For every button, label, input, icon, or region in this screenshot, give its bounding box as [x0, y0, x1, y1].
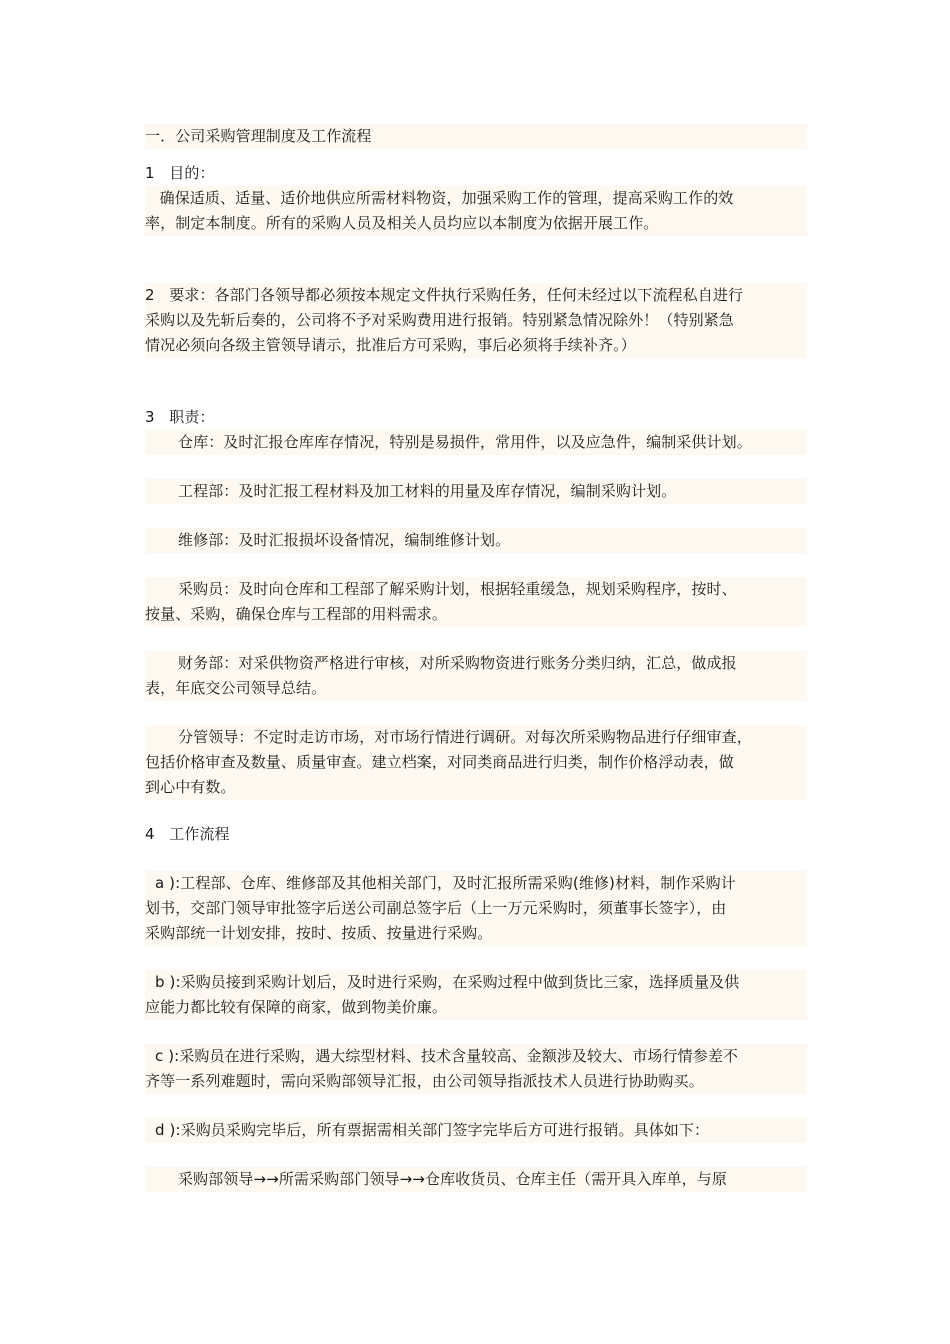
- section-2-line: 2 要求：各部门各领导都必须按本规定文件执行采购任务，任何未经过以下流程私自进行: [145, 283, 807, 308]
- duty-leader: 包括价格审查及数量、质量审查。建立档案，对同类商品进行归类，制作价格浮动表，做: [145, 750, 807, 775]
- section-2-line: 采购以及先斩后奏的，公司将不予对采购费用进行报销。特别紧急情况除外！（特别紧急: [145, 308, 807, 333]
- step-b: 应能力都比较有保障的商家，做到物美价廉。: [145, 995, 807, 1020]
- duty-buyer: 采购员：及时向仓库和工程部了解采购计划，根据轻重缓急，规划采购程序，按时、: [145, 577, 807, 602]
- document-title: 一．公司采购管理制度及工作流程: [145, 124, 807, 149]
- section-4-heading: 4 工作流程: [145, 825, 230, 843]
- step-a: 划书，交部门领导审批签字后送公司副总签字后（上一万元采购时，须董事长签字），由: [145, 896, 807, 921]
- duty-maintenance: 维修部：及时汇报损坏设备情况，编制维修计划。: [145, 528, 807, 553]
- duty-leader: 分管领导：不定时走访市场，对市场行情进行调研。对每次所采购物品进行仔细审查，: [145, 725, 807, 750]
- duty-finance: 表，年底交公司领导总结。: [145, 676, 807, 701]
- section-1-line: 确保适质、适量、适价地供应所需材料物资，加强采购工作的管理，提高采购工作的效: [145, 186, 807, 211]
- document-page: [145, 124, 807, 1192]
- section-2-line: 情况必须向各级主管领导请示，批准后方可采购，事后必须将手续补齐。）: [145, 333, 807, 358]
- duty-leader: 到心中有数。: [145, 775, 807, 800]
- duty-finance: 财务部：对采供物资严格进行审核，对所采购物资进行账务分类归纳，汇总，做成报: [145, 651, 807, 676]
- step-a: a ):工程部、仓库、维修部及其他相关部门，及时汇报所需采购(维修)材料，制作采购计: [145, 871, 807, 896]
- section-3-heading: 3 职责：: [145, 408, 215, 426]
- step-c: c ):采购员在进行采购，遇大综型材料、技术含量较高、金额涉及较大、市场行情参差不: [145, 1044, 807, 1069]
- duty-engineering: 工程部：及时汇报工程材料及加工材料的用量及库存情况，编制采购计划。: [145, 479, 807, 504]
- step-a: 采购部统一计划安排，按时、按质、按量进行采购。: [145, 921, 807, 946]
- duty-buyer: 按量、采购，确保仓库与工程部的用料需求。: [145, 602, 807, 627]
- step-c: 齐等一系列难题时，需向采购部领导汇报，由公司领导指派技术人员进行协助购买。: [145, 1069, 807, 1094]
- section-1-heading: 1 目的：: [145, 164, 215, 182]
- step-b: b ):采购员接到采购计划后，及时进行采购，在采购过程中做到货比三家，选择质量及供: [145, 970, 807, 995]
- approval-flow: 采购部领导→→所需采购部门领导→→仓库收货员、仓库主任（需开具入库单，与原: [145, 1167, 807, 1192]
- section-1-line: 率，制定本制度。所有的采购人员及相关人员均应以本制度为依据开展工作。: [145, 211, 807, 236]
- step-d: d ):采购员采购完毕后，所有票据需相关部门签字完毕后方可进行报销。具体如下：: [145, 1118, 807, 1143]
- duty-warehouse: 仓库：及时汇报仓库库存情况，特别是易损件，常用件，以及应急件，编制采供计划。: [145, 430, 807, 455]
